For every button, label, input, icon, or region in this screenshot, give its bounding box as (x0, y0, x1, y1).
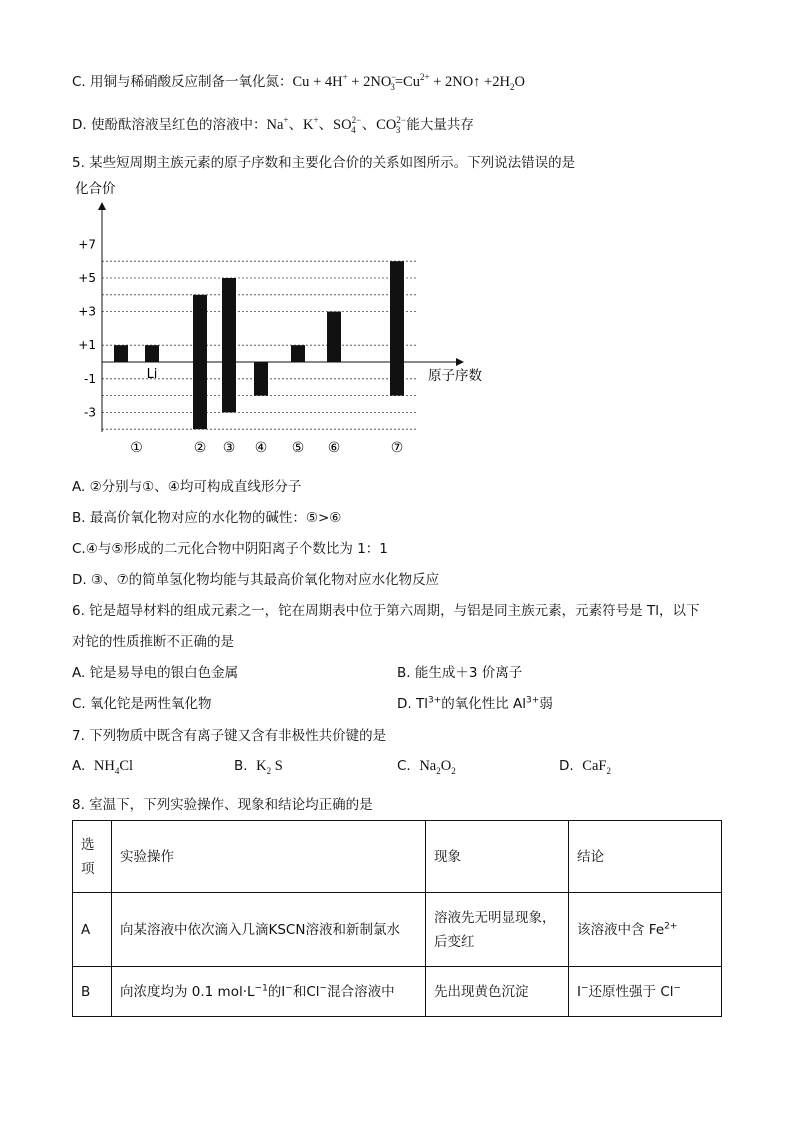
ytick-label: +7 (78, 237, 96, 252)
q4-option-d: D. 使酚酞溶液呈红色的溶液中：Na+、K+、$SO^{2-}_4$ 、$CO^{2-}_3$ 能大量共存 (72, 115, 474, 135)
q5-option-d: D. ③、⑦的简单氢化物均能与其最高价氧化物对应水化物反应 (72, 572, 440, 588)
ytick-label: +3 (78, 304, 96, 319)
row-b-phenomenon: 先出现黄色沉淀 (426, 967, 569, 1017)
valence-bar (390, 261, 404, 395)
row-a-option: A (73, 893, 112, 967)
chart-element-labels (130, 440, 403, 456)
header-option: 选 项 (73, 821, 112, 893)
valence-bar (114, 345, 128, 362)
ytick-label: +5 (78, 271, 96, 285)
row-a-operation: 向某溶液中依次滴入几滴KSCN溶液和新制氯水 (112, 893, 426, 967)
q6-option-b: B. 能生成＋3 价离子 (397, 665, 523, 681)
q6-stem-line2: 对铊的性质推断不正确的是 (72, 634, 234, 650)
q7-option-c: C. $Na_2O_2$ (397, 758, 456, 776)
valence-bar (291, 345, 305, 362)
ytick-label: -3 (84, 405, 96, 420)
row-b-conclusion: I−还原性强于 Cl− (569, 967, 722, 1017)
element-number-label: ⑥ (327, 440, 341, 456)
q7-stem: 7. 下列物质中既含有离子键又含有非极性共价键的是 (72, 728, 387, 744)
q4-c-text: C. 用铜与稀硝酸反应制备一氧化氮： (72, 74, 293, 90)
row-b-option: B (73, 967, 112, 1017)
chart-ytick-labels (78, 237, 96, 419)
chart-annotations (147, 367, 158, 382)
q6-option-c: C. 氧化铊是两性氧化物 (72, 696, 212, 712)
q5-option-b: B. 最高价氧化物对应的水化物的碱性：⑤>⑥ (72, 510, 342, 526)
chart-ylabel: 化合价 (75, 181, 116, 197)
header-operation: 实验操作 (112, 821, 426, 893)
table-row (73, 893, 722, 967)
valence-bar (193, 295, 207, 429)
q5-option-c: C.④与⑤形成的二元化合物中阴阳离子个数比为 1：1 (72, 541, 388, 557)
table-row (73, 967, 722, 1017)
element-number-label: ⑤ (291, 440, 305, 456)
q4-d-text: D. 使酚酞溶液呈红色的溶液中： (72, 117, 267, 133)
q4-option-c (72, 70, 525, 91)
q7-option-b: B. $K_2$ S (234, 758, 283, 776)
q6-option-d: D. $Tl^{3+}$的氧化性比 $Al^{3+}$弱 (397, 695, 553, 712)
q6-stem-line1: 6. 铊是超导材料的组成元素之一，铊在周期表中位于第六周期，与铝是同主族元素，元素符号是 Tl，以下 (72, 603, 700, 619)
row-b-operation: 向浓度均为 0.1 $mol\cdot L^{-1}$的I−和Cl−混合溶液中 (112, 967, 426, 1017)
row-a-conclusion: 该溶液中含 $Fe^{2+}$ (569, 893, 722, 967)
valence-chart (60, 176, 500, 461)
element-number-label: ③ (222, 440, 236, 456)
q5-stem: 5. 某些短周期主族元素的原子序数和主要化合价的关系如图所示。下列说法错误的是 (72, 155, 576, 171)
element-number-label: ② (193, 440, 207, 456)
q7-option-a: A. $NH_4Cl$ (72, 758, 134, 776)
table-header-row (73, 821, 722, 893)
annotation-label: Li (146, 367, 158, 382)
header-conclusion: 结论 (569, 821, 722, 893)
valence-bar (222, 278, 236, 412)
valence-bar (145, 345, 159, 362)
row-a-phenomenon: 溶液先无明显现象，后变红 (426, 893, 569, 967)
ytick-label: -1 (84, 371, 96, 386)
q4-d-ions: Na+、K+、$SO^{2-}_4$ 、$CO^{2-}_3$ (266, 115, 406, 135)
q6-option-a: A. 铊是易导电的银白色金属 (72, 665, 239, 681)
experiment-table (72, 820, 722, 1017)
ytick-label: +1 (78, 338, 96, 353)
q7-option-d: D. CaF$_2$ (559, 758, 611, 776)
element-number-label: ① (130, 440, 143, 456)
valence-bar (254, 362, 268, 396)
q8-stem: 8. 室温下，下列实验操作、现象和结论均正确的是 (72, 797, 373, 813)
element-number-label: ⑦ (390, 440, 404, 456)
q5-option-a: A. ②分别与①、④均可构成直线形分子 (72, 479, 302, 495)
header-phenomenon: 现象 (426, 821, 569, 893)
chart-x-axis-arrow (456, 358, 464, 366)
valence-bar (327, 312, 341, 362)
chart-xlabel: 原子序数 (428, 368, 482, 384)
chart-y-axis-arrow (98, 202, 106, 210)
q4-c-equation: $Cu + 4H^+ + 2NO^-_3=Cu^{2+}$ + 2NO↑ $+2H_2O$ (292, 72, 525, 92)
element-number-label: ④ (254, 440, 268, 456)
